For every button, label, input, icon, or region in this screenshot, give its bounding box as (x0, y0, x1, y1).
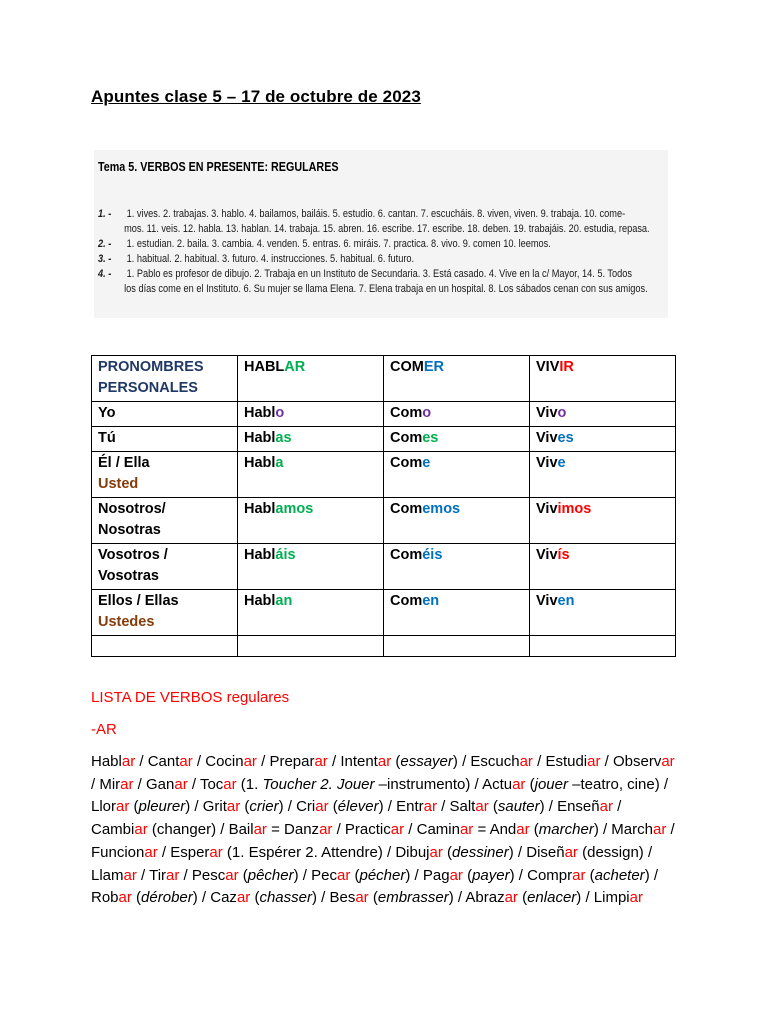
verb-text: crier (249, 798, 279, 816)
verb-text: = And (473, 821, 517, 839)
verb-ending: en (422, 593, 440, 609)
comer-cell (384, 427, 530, 452)
verb-text: ) / Limpi (576, 889, 630, 907)
verb-ending: ar (315, 798, 329, 816)
verb-ending: ar (390, 821, 405, 839)
verb-ending: ar (120, 775, 134, 793)
verb-text: marcher (538, 821, 594, 839)
verb-ending: ar (319, 821, 333, 839)
verb-text: ( (131, 889, 142, 907)
verb-list-title: LISTA DE VERBOS regulares (91, 689, 290, 706)
verb-ending: ar (174, 775, 188, 793)
verb-ending: ar (653, 821, 667, 839)
verb-ending: ar (516, 821, 530, 839)
verb-stem: Com (390, 405, 423, 421)
pronoun: Tú (98, 430, 116, 446)
scan-line-number: 4. - (98, 268, 112, 280)
verb-ending: e (422, 455, 431, 471)
vivir-cell (530, 498, 676, 544)
pronoun-cell (92, 402, 238, 427)
verb-ending: ís (557, 547, 570, 563)
hablar-ending: AR (284, 359, 306, 375)
verb-ending: emos (422, 501, 461, 517)
verb-text: / Toc (187, 775, 224, 793)
verb-text: enlacer (527, 889, 577, 907)
verb-text: acheter (594, 866, 645, 884)
verb-text: ) / Diseñ (508, 843, 565, 861)
verb-ending: ar (123, 866, 137, 884)
scan-line-number: 1. - (98, 208, 112, 220)
scan-line-text: 1. Pablo es profesor de dibujo. 2. Trabaja en un Instituto de Secundaria. 3. Está casado. 4. Vive en la c/ Mayor, 14. 5. Todos (124, 268, 633, 280)
verb-stem: Com (390, 593, 423, 609)
verb-ending: ar (144, 843, 158, 861)
table-row (92, 544, 676, 590)
page-title: Apuntes clase 5 – 17 de octubre de 2023 (91, 87, 421, 106)
scan-line (98, 252, 668, 267)
verb-ending: ar (209, 843, 223, 861)
pronoun-cell (92, 498, 238, 544)
table-row (92, 498, 676, 544)
verb-text: / Intent (327, 753, 378, 770)
scan-line-text: 1. vives. 2. trabajas. 3. hablo. 4. bailamos, bailáis. 5. estudio. 6. cantan. 7. escucháis. 8. viven, viven. 9. trabaja. 10. come- (124, 208, 626, 220)
verb-ending: áis (275, 547, 296, 563)
verb-text: dessiner (452, 843, 509, 861)
hablar-cell (238, 452, 384, 498)
verb-text: / Funcion (91, 821, 675, 861)
verb-text: ( (391, 753, 401, 770)
verb-text: ( (238, 866, 248, 884)
table-row (92, 402, 676, 427)
pronoun-formal: Usted (98, 476, 139, 492)
verb-ending: ar (179, 753, 193, 770)
verb-text: / Prepar (256, 753, 315, 770)
verb-text: / Observ (600, 753, 662, 770)
header-pronombres: PRONOMBRES PERSONALES (92, 356, 238, 402)
verb-text: / Estudi (532, 753, 588, 770)
verb-text: ( (368, 889, 378, 907)
vivir-cell (530, 544, 676, 590)
verb-text: pécher (359, 866, 406, 884)
verb-text: / Salt (437, 798, 476, 816)
empty-cell (530, 636, 676, 657)
scan-line-text: 1. habitual. 2. habitual. 3. futuro. 4. instrucciones. 5. habitual. 6. futuro. (124, 253, 415, 265)
verb-text: / Practic (332, 821, 391, 839)
verb-ending: ar (512, 775, 526, 793)
verb-text: (1. (236, 775, 263, 793)
verb-text: dérober (141, 889, 193, 907)
verb-text: pêcher (247, 866, 294, 884)
verb-stem: Viv (536, 430, 558, 446)
pronoun: Nosotros/ Nosotras (98, 501, 166, 538)
scan-line (98, 207, 668, 222)
verb-ending: ar (314, 753, 328, 770)
vivir-stem: VIV (536, 359, 560, 375)
verb-ending: o (422, 405, 432, 421)
empty-cell (92, 636, 238, 657)
verb-text: / Pesc (179, 866, 226, 884)
verb-ending: en (557, 593, 575, 609)
verb-text: ) / Enseñ (539, 798, 600, 816)
verb-ending: ar (423, 798, 437, 816)
scan-lines (98, 207, 668, 297)
verb-ending: ar (336, 866, 351, 884)
hablar-cell (238, 498, 384, 544)
verb-text: ( (442, 843, 453, 861)
verb-ending: ar (134, 821, 148, 839)
header-vivir (530, 356, 676, 402)
verb-text: pleurer (138, 798, 186, 816)
table-row (92, 427, 676, 452)
verb-ending: es (422, 430, 439, 446)
header-comer (384, 356, 530, 402)
verb-ending: ar (475, 798, 489, 816)
verb-text: / Camin (404, 821, 460, 839)
verb-text: ( (488, 798, 498, 816)
verb-ending: ar (519, 753, 533, 770)
verb-stem: Com (390, 547, 423, 563)
verb-ending: ar (564, 843, 578, 861)
verb-text: / Cocin (192, 753, 244, 770)
pronoun-cell (92, 427, 238, 452)
scan-line (98, 237, 668, 252)
comer-cell (384, 452, 530, 498)
verb-text: ) / Grit (185, 798, 227, 816)
verb-ending: o (275, 405, 285, 421)
verb-text: / Cant (135, 753, 180, 770)
verb-stem: Com (390, 430, 423, 446)
verb-text: (changer) / Bail (147, 821, 254, 839)
verb-text: jouer (534, 775, 568, 793)
hablar-cell (238, 427, 384, 452)
verb-ending: ar (587, 753, 601, 770)
verb-text: ) / Escuch (452, 753, 520, 770)
table-row-empty (92, 636, 676, 657)
verb-text: chasser (259, 889, 312, 907)
verb-ending: ar (599, 798, 613, 816)
verb-stem: Habl (244, 405, 276, 421)
verb-ending: as (275, 430, 292, 446)
verb-text: –instrumento) / Actu (374, 775, 513, 793)
verb-text: ( (129, 798, 139, 816)
verb-text: ( (525, 775, 535, 793)
verb-text: ) / Bes (311, 889, 356, 907)
verb-text: essayer (400, 753, 453, 770)
pronoun: Ellos / Ellas (98, 593, 179, 609)
verb-text: ) / Pec (293, 866, 337, 884)
verb-ending: ar (504, 889, 518, 907)
verb-stem: Habl (244, 501, 276, 517)
verb-text: payer (472, 866, 510, 884)
verb-ending: ar (377, 753, 392, 770)
hablar-stem: HABL (244, 359, 285, 375)
empty-cell (384, 636, 530, 657)
table-row (92, 452, 676, 498)
verb-ending: ar (243, 753, 257, 770)
comer-cell (384, 590, 530, 636)
verb-list-subtitle: -AR (91, 721, 117, 738)
verb-ending: a (275, 455, 284, 471)
verb-text: ( (585, 866, 595, 884)
verb-ending: amos (275, 501, 314, 517)
scan-heading: Tema 5. VERBOS EN PRESENTE: REGULARES (98, 160, 339, 174)
empty-cell (238, 636, 384, 657)
verb-stem: Com (390, 455, 423, 471)
verb-text: ( (250, 889, 260, 907)
pronoun-formal: Ustedes (98, 614, 155, 630)
verb-text: ( (517, 889, 528, 907)
verb-text: ( (328, 798, 338, 816)
verb-ending: ar (166, 866, 180, 884)
vivir-ending: IR (559, 359, 574, 375)
verb-ending: ar (226, 798, 241, 816)
scan-line-text: mos. 11. veis. 12. habla. 13. hablan. 14. trabaja. 15. abren. 16. escribe. 17. escribe. 18. deben. 19. trabajáis. 20. estudia, repasa. (124, 223, 650, 235)
verb-text: ) / Rob (91, 866, 659, 907)
conjugation-table (91, 355, 676, 657)
vivir-cell (530, 427, 676, 452)
verb-text: (dessign) / Llam (91, 843, 653, 884)
verb-ending: ar (572, 866, 586, 884)
hablar-cell (238, 402, 384, 427)
verb-text: ) / Pag (405, 866, 450, 884)
verb-text: ( (462, 866, 473, 884)
verb-text: ) / Compr (509, 866, 573, 884)
verb-text: ( (350, 866, 360, 884)
hablar-cell (238, 544, 384, 590)
verb-stem: Habl (244, 547, 276, 563)
scan-line-number: 2. - (98, 238, 112, 250)
verb-ending: ar (236, 889, 251, 907)
scanned-answer-key (94, 150, 668, 318)
table-header-row (92, 356, 676, 402)
verb-text: / Esper (157, 843, 210, 861)
verb-text: / Mir (91, 775, 121, 793)
verb-text: embrasser (377, 889, 449, 907)
vivir-cell (530, 590, 676, 636)
pronoun: Yo (98, 405, 116, 421)
verb-text: / Cambi (91, 798, 622, 839)
table-row (92, 590, 676, 636)
hablar-cell (238, 590, 384, 636)
scan-line-number: 3. - (98, 253, 112, 265)
vivir-cell (530, 452, 676, 498)
verb-stem: Com (390, 501, 423, 517)
verb-text: ) / Abraz (448, 889, 505, 907)
verb-stem: Habl (244, 430, 276, 446)
verb-list-paragraph (91, 751, 681, 910)
verb-text: Toucher 2. Jouer (262, 775, 375, 793)
verb-stem: Habl (244, 455, 276, 471)
verb-text: ) / Entr (378, 798, 424, 816)
scan-line (98, 222, 668, 237)
vivir-cell (530, 402, 676, 427)
verb-ending: ar (118, 889, 132, 907)
verb-text: ( (240, 798, 250, 816)
verb-ending: éis (422, 547, 443, 563)
verb-ending: ar (223, 775, 237, 793)
pronoun: Vosotros / Vosotras (98, 547, 168, 584)
verb-ending: o (557, 405, 567, 421)
scan-line (98, 282, 668, 297)
verb-text: ) / Caz (192, 889, 237, 907)
verb-text: Habl (91, 753, 122, 770)
header-hablar (238, 356, 384, 402)
scan-line-text: 1. estudian. 2. baila. 3. cambia. 4. venden. 5. entras. 6. miráis. 7. practica. 8. vivo. 9. comen 10. leemos. (124, 238, 551, 250)
verb-ending: ar (459, 821, 474, 839)
verb-text: –teatro, cine) / Llor (91, 775, 669, 816)
comer-cell (384, 544, 530, 590)
verb-text: (1. Espérer 2. Attendre) / Dibuj (222, 843, 430, 861)
verb-stem: Viv (536, 547, 558, 563)
comer-cell (384, 498, 530, 544)
verb-ending: ar (121, 753, 136, 770)
pronoun-cell (92, 544, 238, 590)
verb-text: / Gan (133, 775, 175, 793)
verb-text: / Tir (136, 866, 167, 884)
verb-ending: ar (661, 753, 675, 770)
verb-ending: ar (253, 821, 267, 839)
comer-ending: ER (423, 359, 444, 375)
pronoun-cell (92, 590, 238, 636)
verb-text: ( (529, 821, 539, 839)
scan-line (98, 267, 668, 282)
comer-stem: COM (390, 359, 424, 375)
verb-ending: ar (355, 889, 369, 907)
verb-stem: Habl (244, 593, 276, 609)
verb-stem: Viv (536, 405, 558, 421)
verb-ending: ar (449, 866, 463, 884)
scan-line-text: los días come en el Instituto. 6. Su mujer se llama Elena. 7. Elena trabaja en un hospital. 8. Los sábados cenan con sus amigos. (124, 283, 648, 295)
verb-ending: ar (429, 843, 443, 861)
verb-text: sauter (497, 798, 540, 816)
verb-ending: e (557, 455, 566, 471)
verb-stem: Viv (536, 501, 558, 517)
verb-text: ) / Cri (278, 798, 316, 816)
verb-stem: Viv (536, 455, 558, 471)
comer-cell (384, 402, 530, 427)
verb-ending: ar (116, 798, 130, 816)
verb-text: élever (337, 798, 379, 816)
pronoun: Él / Ella (98, 455, 150, 471)
verb-ending: ar (225, 866, 239, 884)
verb-stem: Viv (536, 593, 558, 609)
pronoun-cell (92, 452, 238, 498)
verb-ending: an (275, 593, 293, 609)
verb-text: ) / March (593, 821, 653, 839)
verb-ending: imos (557, 501, 592, 517)
verb-ending: ar (629, 889, 643, 907)
verb-ending: es (557, 430, 574, 446)
verb-text: = Danz (266, 821, 320, 839)
